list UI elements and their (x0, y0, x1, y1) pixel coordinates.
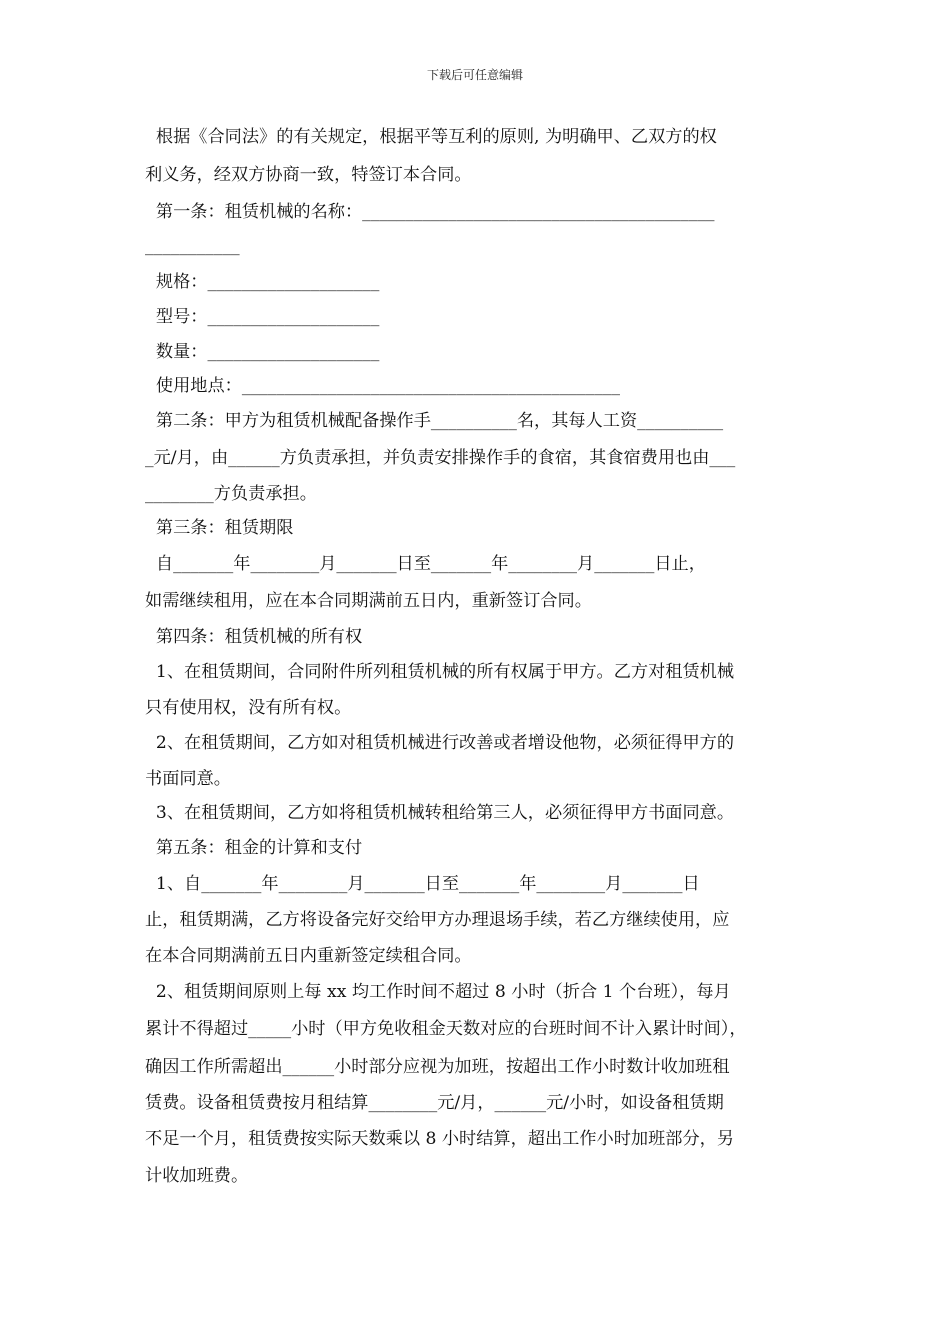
text-line: 不足一个月，租赁费按实际天数乘以 8 小时结算，超出工作小时加班部分，另 (145, 1129, 735, 1149)
page-header: 下载后可任意编辑 (426, 68, 523, 82)
text-line: 数量：____________________ (145, 342, 380, 362)
text-line: ___________ (145, 236, 240, 256)
text-line: 规格：____________________ (145, 272, 380, 292)
text-line: 第五条：租金的计算和支付 (145, 838, 363, 858)
text-line: 2、在租赁期间，乙方如对租赁机械进行改善或者增设他物，必须征得甲方的 (145, 733, 735, 753)
text-line: 累计不得超过_____小时（甲方免收租金天数对应的台班时间不计入累计时间）， (145, 1019, 747, 1039)
text-line: 确因工作所需超出______小时部分应视为加班，按超出工作小时数计收加班租 (145, 1057, 730, 1077)
text-line: 型号：____________________ (145, 307, 380, 327)
text-line: 第二条：甲方为租赁机械配备操作手__________名，其每人工资__________ (145, 411, 724, 431)
text-line: 1、在租赁期间，合同附件所列租赁机械的所有权属于甲方。乙方对租赁机械 (145, 662, 735, 682)
text-line: 书面同意。 (145, 769, 231, 789)
text-line: 利义务，经双方协商一致，特签订本合同。 (145, 165, 472, 185)
text-line: 根据《合同法》的有关规定，根据平等互利的原则, 为明确甲、乙双方的权 (145, 127, 717, 147)
text-line: 第四条：租赁机械的所有权 (145, 627, 363, 647)
text-line: 第一条：租赁机械的名称：_________________________________________ (145, 202, 715, 222)
text-line: _元/月，由______方负责承担，并负责安排操作手的食宿，其食宿费用也由___ (145, 448, 736, 468)
text-line: 第三条：租赁期限 (145, 518, 294, 538)
text-line: 在本合同期满前五日内重新签定续租合同。 (145, 946, 472, 966)
text-line: 只有使用权，没有所有权。 (145, 698, 352, 718)
text-line: 计收加班费。 (145, 1166, 249, 1186)
text-line: 使用地点：____________________________________________ (145, 376, 620, 396)
text-line: 1、自_______年________月_______日至_______年________月_______日 (145, 874, 700, 894)
text-line: 3、在租赁期间，乙方如将租赁机械转租给第三人，必须征得甲方书面同意。 (145, 803, 735, 823)
text-line: 如需继续租用，应在本合同期满前五日内，重新签订合同。 (145, 591, 592, 611)
text-line: 赁费。设备租赁费按月租结算________元/月，______元/小时，如设备租赁期 (145, 1093, 724, 1113)
text-line: 止，租赁期满，乙方将设备完好交给甲方办理退场手续，若乙方继续使用，应 (145, 910, 730, 930)
text-line: 2、租赁期间原则上每 xx 均工作时间不超过 8 小时（折合 1 个台班），每月 (145, 982, 731, 1002)
text-line: ________方负责承担。 (145, 484, 317, 504)
text-line: 自_______年________月_______日至_______年________月_______日止， (145, 554, 706, 574)
